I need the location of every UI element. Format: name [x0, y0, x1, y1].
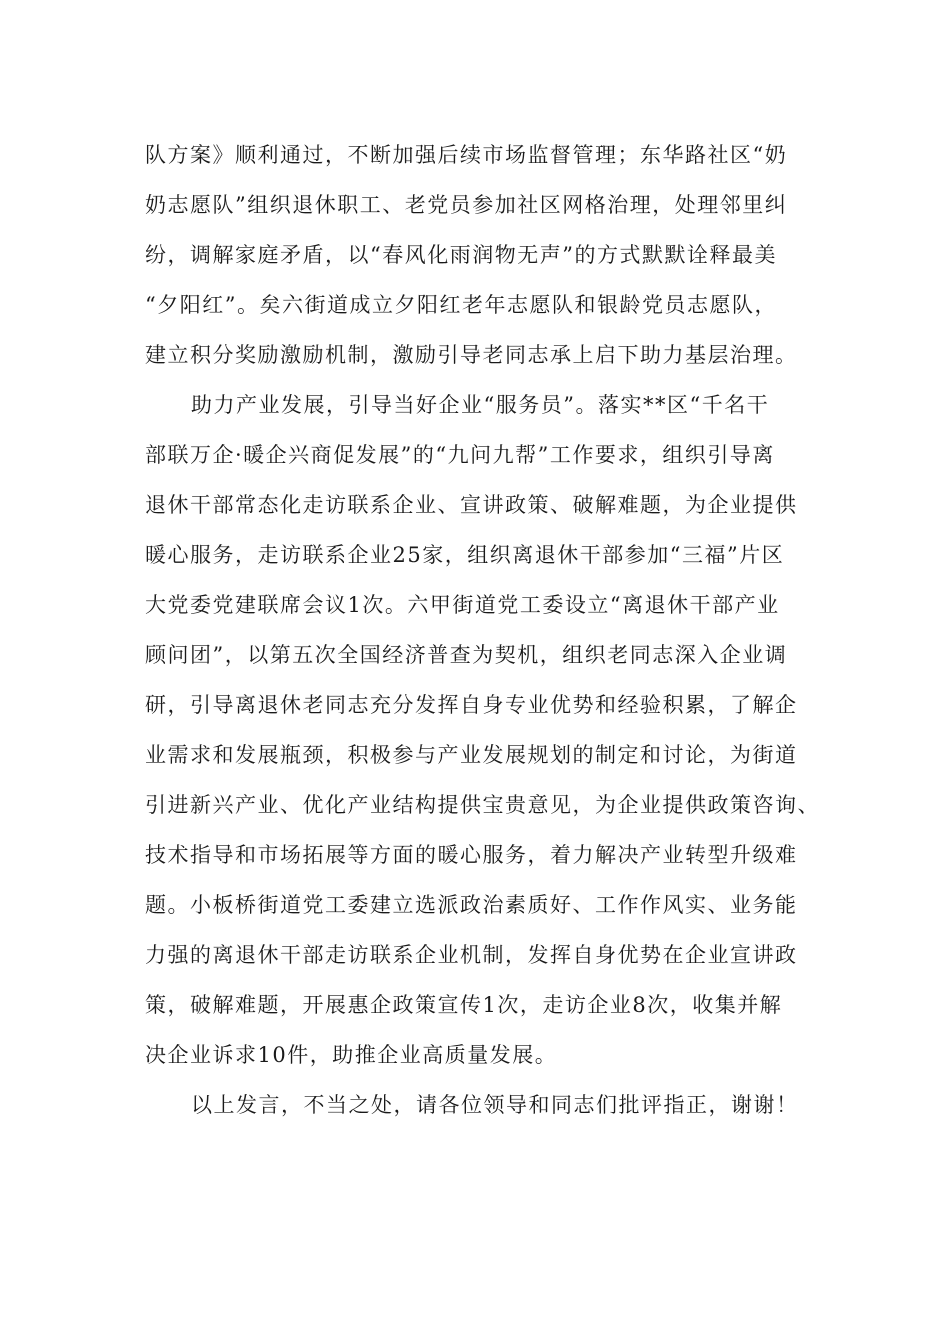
text-line: 奶志愿队”组织退休职工、老党员参加社区网格治理，处理邻里纠 — [145, 193, 788, 217]
text-line: 题。小板桥街道党工委建立选派政治素质好、工作作风实、业务能 — [145, 893, 798, 917]
text-line: “夕阳红”。矣六街道成立夕阳红老年志愿队和银龄党员志愿队， — [145, 293, 777, 317]
paragraph-1 — [145, 130, 845, 380]
text-line: 暖心服务，走访联系企业25家，组织离退休干部参加“三福”片区 — [145, 543, 785, 567]
text-line: 建立积分奖励激励机制，激励引导老同志承上启下助力基层治理。 — [145, 343, 798, 367]
text-line: 业需求和发展瓶颈，积极参与产业发展规划的制定和讨论，为街道 — [145, 743, 798, 767]
text-line: 以上发言，不当之处，请各位领导和同志们批评指正，谢谢！ — [191, 1093, 799, 1117]
text-line: 大党委党建联席会议1次。六甲街道党工委设立“离退休干部产业 — [145, 593, 780, 617]
text-line: 技术指导和市场拓展等方面的暖心服务，着力解决产业转型升级难 — [145, 843, 798, 867]
text-line: 助力产业发展，引导当好企业“服务员”。落实**区“千名干 — [191, 393, 770, 417]
paragraph-3 — [145, 1080, 845, 1130]
text-line: 研，引导离退休老同志充分发挥自身专业优势和经验积累，了解企 — [145, 693, 798, 717]
text-line: 队方案》顺利通过，不断加强后续市场监督管理；东华路社区“奶 — [145, 143, 788, 167]
text-line: 力强的离退休干部走访联系企业机制，发挥自身优势在企业宣讲政 — [145, 943, 798, 967]
text-line: 策，破解难题，开展惠企政策宣传1次，走访企业8次，收集并解 — [145, 993, 783, 1017]
text-line: 顾问团”，以第五次全国经济普查为契机，组织老同志深入企业调 — [145, 643, 788, 667]
text-line: 退休干部常态化走访联系企业、宣讲政策、破解难题，为企业提供 — [145, 493, 798, 517]
text-line: 引进新兴产业、优化产业结构提供宝贵意见，为企业提供政策咨询、 — [145, 793, 820, 817]
text-line: 决企业诉求10件，助推企业高质量发展。 — [145, 1043, 558, 1067]
paragraph-2 — [145, 380, 845, 1080]
text-line: 部联万企·暖企兴商促发展”的“九问九帮”工作要求，组织引导离 — [145, 443, 775, 467]
document-body — [145, 130, 845, 1130]
text-line: 纷，调解家庭矛盾，以“春风化雨润物无声”的方式默默诠释最美 — [145, 243, 777, 267]
